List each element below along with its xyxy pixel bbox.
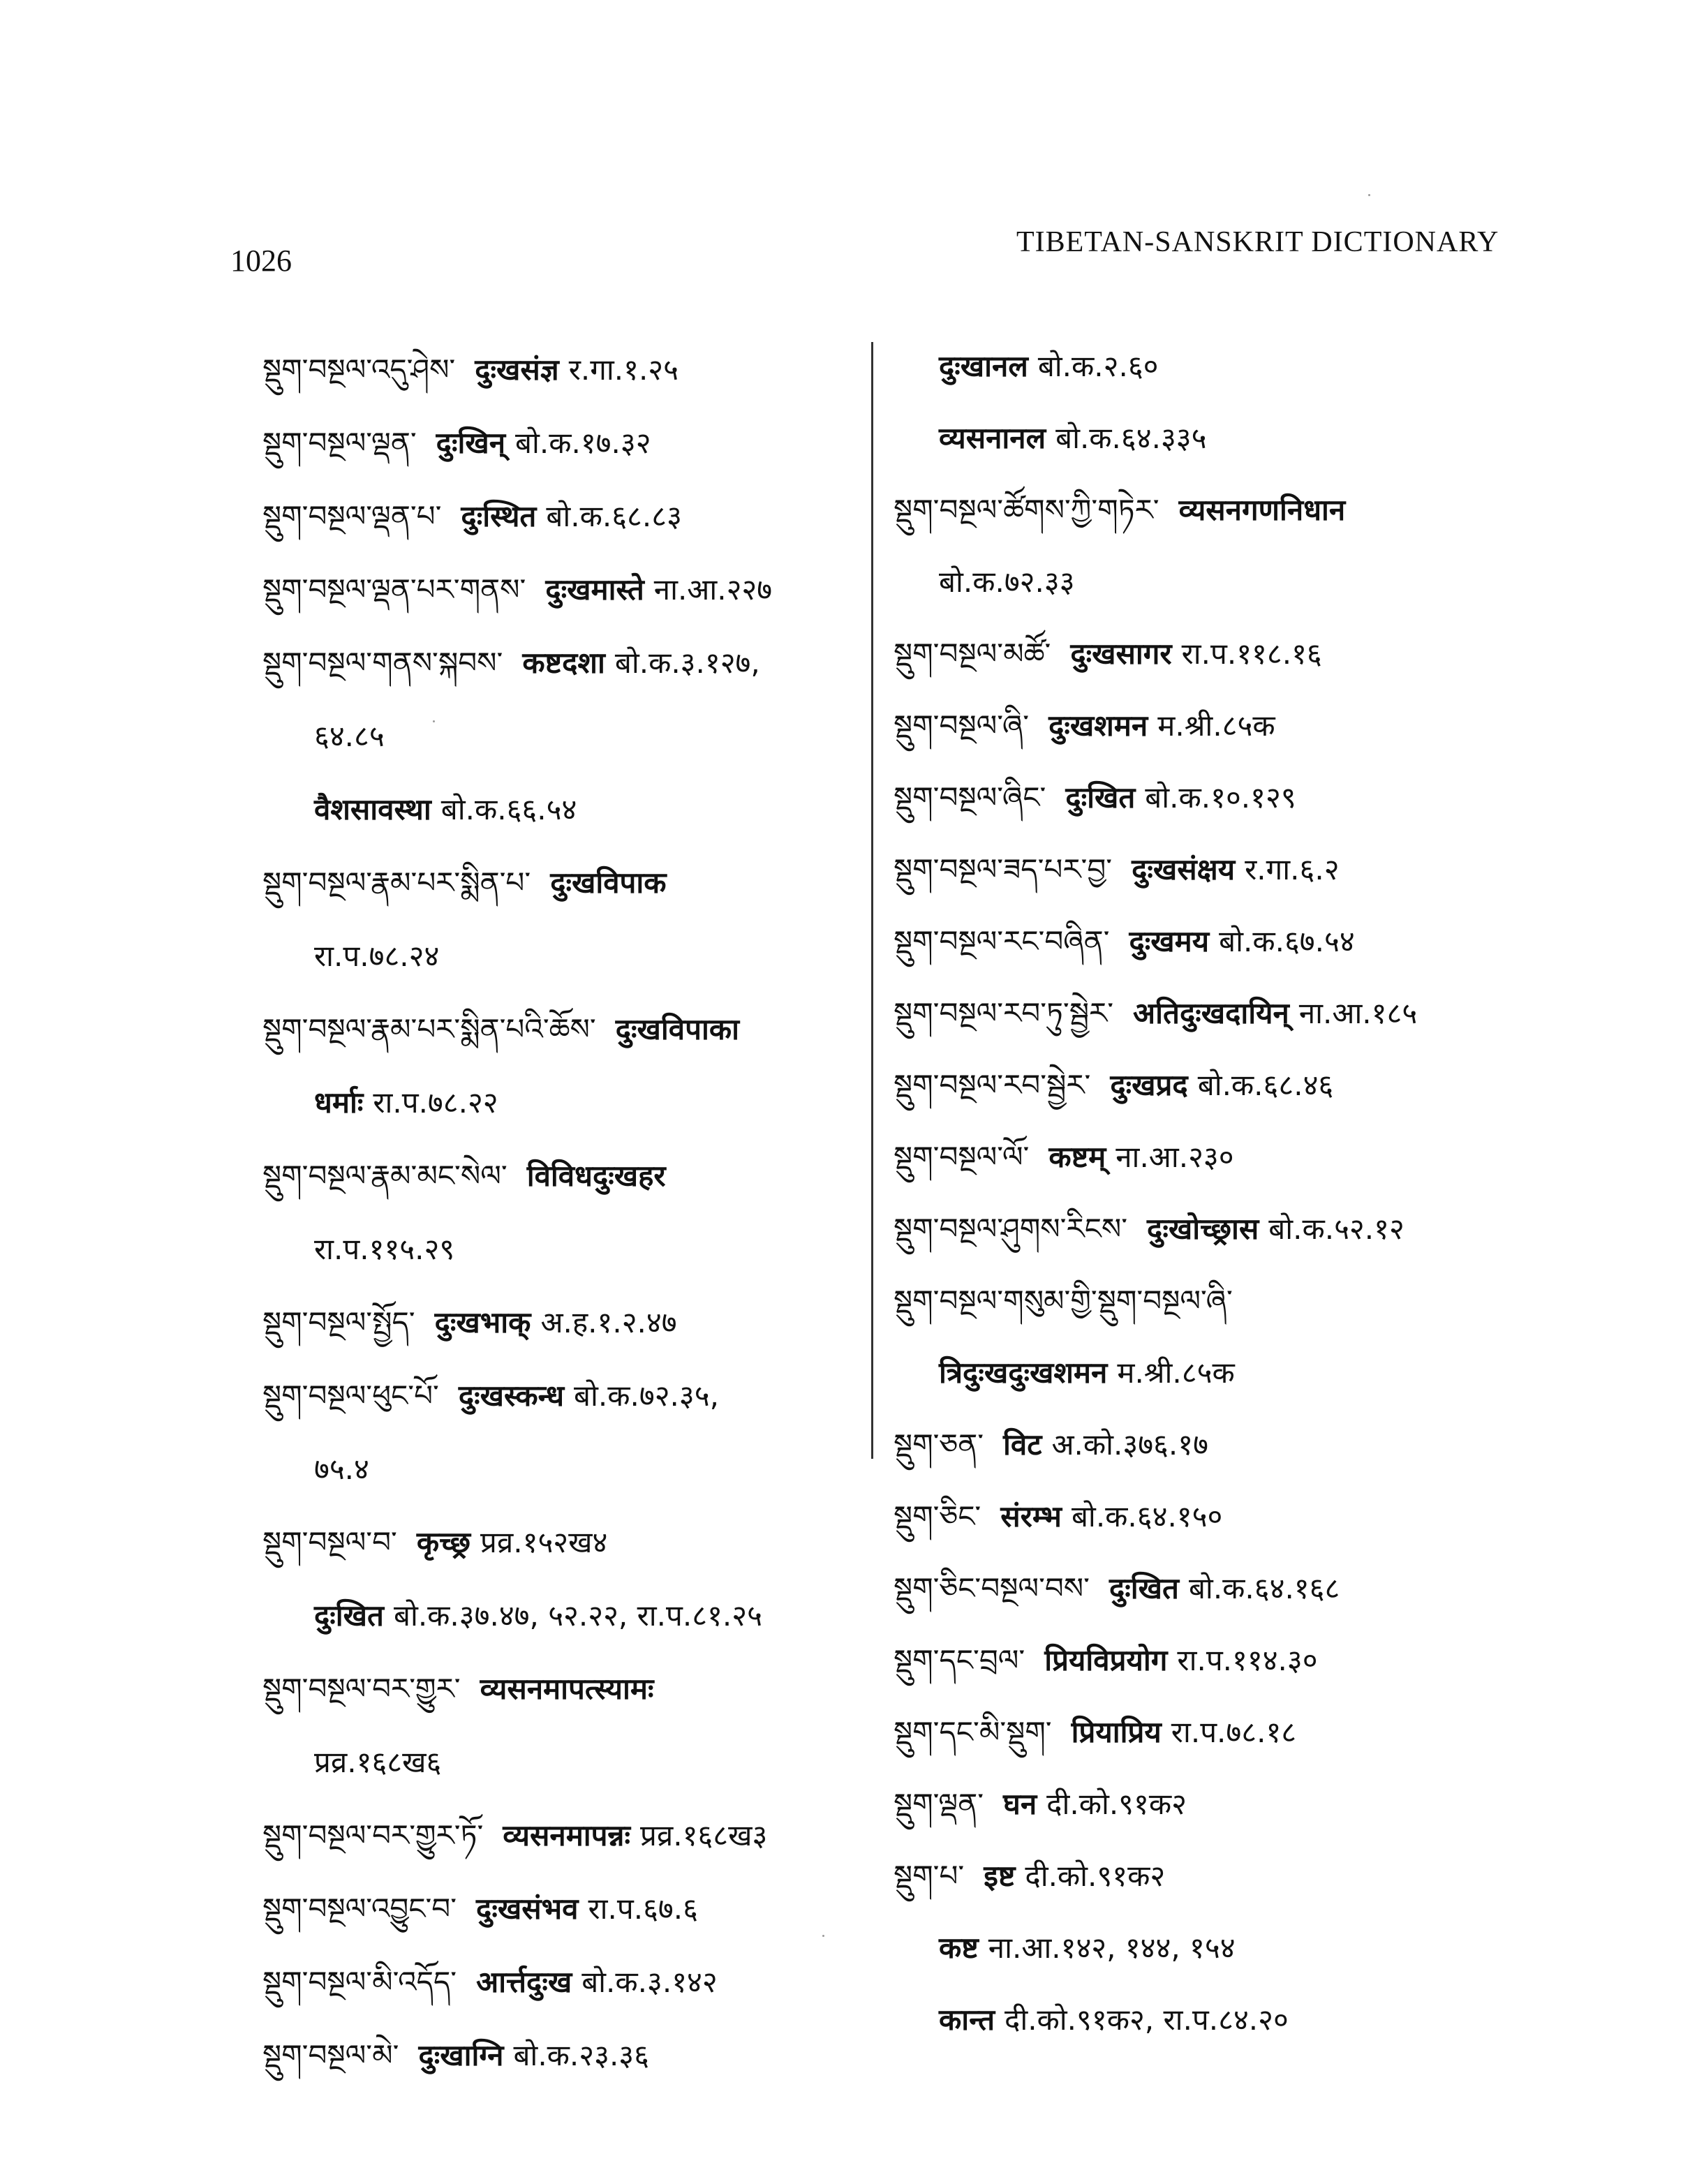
sanskrit-equivalent: कृच्छ्र [416,1525,471,1559]
sanskrit-equivalent: कष्ट [939,1931,979,1965]
source-reference: बो.क.६६.५४ [440,792,577,826]
source-reference: ना.आ.१८५ [1298,996,1418,1030]
source-reference: रा.प.११४.३० [1177,1643,1318,1677]
dictionary-line [314,935,439,977]
source-reference: रा.प.७८.१८ [1171,1715,1297,1749]
dictionary-line [894,1280,1252,1322]
source-reference: रा.प.६७.६ [588,1892,698,1926]
dictionary-line [894,993,1417,1034]
sanskrit-equivalent: दुःखिन् [436,426,506,460]
tibetan-headword: སྡུག་བསྔལ་ལྡན་ [262,426,417,460]
sanskrit-equivalent: विविधदुःखहर [526,1159,666,1193]
dictionary-line [894,849,1340,891]
tibetan-headword: སྡུག་ཅིང་བསྔལ་བས་ [894,1571,1090,1605]
tibetan-headword: སྡུག་བསྔལ་ལྡན་པ་ [262,499,442,533]
sanskrit-equivalent: दुःखित [1109,1571,1179,1605]
page-number: 1026 [230,244,292,278]
dictionary-line [939,417,1206,459]
tibetan-headword: སྡུག་བསྔལ་བར་གྱུར་ཏོ་ [262,1818,484,1852]
sanskrit-equivalent: दुःखोच्छ्रास [1147,1212,1259,1246]
sanskrit-equivalent: कष्टदशा [522,646,605,680]
tibetan-headword: སྡུག་བསྔལ་སྤྱོད་ [262,1305,415,1339]
tibetan-headword: སྡུག་བསྔལ་རྣམ་མང་སེལ་ [262,1159,507,1193]
sanskrit-equivalent: धर्माः [314,1085,364,1120]
dictionary-line [262,1888,698,1930]
sanskrit-equivalent: घन [1003,1787,1037,1821]
tibetan-headword: སྡུག་བསྔལ་ཤུགས་རིངས་ [894,1212,1128,1246]
dictionary-line [939,1352,1235,1394]
sanskrit-equivalent: व्यसनानल [939,421,1046,455]
tibetan-headword: སྡུག་བསྔལ་གསུམ་གྱི་སྡུག་བསྔལ་ཞི་ [894,1284,1233,1318]
dictionary-line [894,633,1322,675]
sanskrit-equivalent: इष्ट [984,1859,1016,1893]
dictionary-line [894,1783,1187,1825]
source-reference: बो.क.२३.३६ [513,2038,649,2072]
tibetan-headword: སྡུག་བསྔལ་འབྱུང་བ་ [262,1892,457,1926]
sanskrit-equivalent: दुःखसंक्षय [1132,852,1236,886]
sanskrit-equivalent: दुःखित [314,1598,384,1633]
tibetan-headword: སྡུག་བསྔལ་མེ་ [262,2038,399,2072]
dictionary-line [262,1522,607,1563]
sanskrit-equivalent: दुःखमास्ते [545,572,644,607]
source-reference: म.श्री.८५क [1157,708,1275,743]
dictionary-line [314,1741,441,1783]
dictionary-line [314,789,577,831]
tibetan-headword: སྡུག་ལྡན་ [894,1787,984,1821]
dictionary-line [939,346,1159,387]
dictionary-line [939,1999,1289,2041]
source-reference: म.श्री.८५क [1117,1355,1235,1390]
tibetan-headword: སྡུག་བསྔལ་འདུ་ཤེས་ [262,352,456,387]
source-reference: रा.प.११८.१६ [1181,637,1322,671]
sanskrit-equivalent: कष्टम् [1048,1140,1106,1174]
tibetan-headword: སྡུག་བསྔལ་ཕུང་པོ་ [262,1379,439,1413]
sanskrit-equivalent: कान्त [939,2003,995,2037]
source-reference: बो.क.१७.३२ [515,426,651,460]
sanskrit-equivalent: दुःस्थित [461,499,537,533]
tibetan-headword: སྡུག་བསྔལ་གནས་སྐབས་ [262,646,503,680]
dictionary-line [894,705,1275,747]
dictionary-line [894,1208,1404,1250]
tibetan-headword: སྡུག་དང་བྲལ་ [894,1643,1025,1677]
source-reference: र.गा.६.२ [1245,852,1340,886]
tibetan-headword: སྡུག་བསྔལ་བར་གྱུར་ [262,1672,461,1706]
tibetan-headword: སྡུག་བསྔལ་ལོ་ [894,1140,1030,1174]
tibetan-headword: སྡུག་ཅིང་ [894,1499,981,1533]
dictionary-line [894,921,1355,963]
source-reference: ना.आ.१४२, १४४, १५४ [988,1931,1236,1965]
scan-speck [822,1935,824,1937]
source-reference: बो.क.६४.१५० [1071,1499,1223,1533]
sanskrit-equivalent: प्रियाप्रिय [1071,1715,1162,1749]
source-reference: बो.क.७२.३५, [574,1379,719,1413]
dictionary-line [894,1568,1340,1610]
source-reference: प्रव्र.१६८ख६ [314,1745,442,1779]
tibetan-headword: སྡུག་བསྔལ་ཚོགས་ཀྱི་གཏེར་ [894,493,1159,527]
dictionary-line [262,2035,649,2077]
source-reference: ना.आ.२३० [1115,1140,1234,1174]
sanskrit-equivalent: त्रिदुःखदुःखशमन [939,1355,1108,1390]
sanskrit-equivalent: आर्त्तदुःख [476,1965,572,1999]
tibetan-headword: སྡུག་བསྔལ་མཚོ་ [894,637,1051,671]
source-reference: दी.को.९१क२ [1046,1787,1187,1821]
dictionary-line [894,1496,1222,1538]
dictionary-line [939,1927,1236,1969]
tibetan-headword: སྡུག་བསྔལ་རབ་ཏུ་སྦྱེར་ [894,996,1114,1030]
sanskrit-equivalent: व्यसनगणनिधान [1178,493,1346,527]
dictionary-line [314,715,385,757]
column-divider [871,342,873,1459]
tibetan-headword: སྡུག་བསྔལ་མི་འདོད་ [262,1965,457,1999]
source-reference: बो.क.६४.१६८ [1188,1571,1340,1605]
source-reference: बो.क.५२.१२ [1268,1212,1404,1246]
dictionary-line [262,1155,676,1197]
dictionary-line [894,1424,1208,1466]
source-reference: दी.को.९१क२ [1025,1859,1166,1893]
dictionary-line [894,1640,1318,1681]
dictionary-line [262,1815,767,1857]
source-reference: अ.को.३७६.१७ [1051,1427,1208,1462]
sanskrit-equivalent: विट [1003,1427,1042,1462]
sanskrit-equivalent: दुःखानल [939,349,1028,383]
dictionary-line [894,1855,1165,1897]
tibetan-headword: སྡུག་བསྔལ་རྣམ་པར་སྨིན་པའི་ཆོས་ [262,1012,596,1046]
dictionary-line [314,1595,762,1637]
source-reference: बो.क.२.६० [1037,349,1159,383]
tibetan-headword: སྡུག་ཅན་ [894,1427,984,1462]
sanskrit-equivalent: दुःखसागर [1070,637,1172,671]
source-reference: ६४.८५ [314,719,385,753]
sanskrit-equivalent: दुःखसंभव [476,1892,579,1926]
source-reference: र.गा.१.२५ [568,352,679,387]
dictionary-line [939,561,1075,603]
sanskrit-equivalent: दुःखविपाक [550,866,667,900]
source-reference: बो.क.६४.३३५ [1055,421,1207,455]
tibetan-headword: སྡུག་བསྔལ་རང་བཞིན་ [894,924,1110,958]
dictionary-line [894,489,1355,531]
source-reference: ना.आ.२२७ [653,572,773,607]
sanskrit-equivalent: प्रियविप्रयोग [1044,1643,1168,1677]
sanskrit-equivalent: व्यसनमापत्स्यामः [480,1672,654,1706]
dictionary-line [894,1711,1296,1753]
dictionary-line [262,569,772,611]
source-reference: बो.क.६८.४६ [1197,1068,1334,1102]
dictionary-line [894,1064,1333,1106]
dictionary-line [262,1668,664,1710]
source-reference: अ.ह.१.२.४७ [540,1305,677,1339]
source-reference: बो.क.७२.३३ [939,565,1075,599]
dictionary-line [894,777,1296,819]
source-reference: रा.प.७८.२४ [314,939,440,973]
sanskrit-equivalent: वैशसावस्था [314,792,431,826]
sanskrit-equivalent: दुःखविपाका [615,1012,739,1046]
sanskrit-equivalent: अतिदुःखदायिन् [1133,996,1289,1030]
dictionary-line [314,1082,498,1124]
sanskrit-equivalent: दुःखप्रद [1110,1068,1188,1102]
tibetan-headword: སྡུག་པ་ [894,1859,965,1893]
sanskrit-equivalent: दुःखभाक् [434,1305,531,1339]
source-reference: प्रव्र.१५२ख४ [480,1525,608,1559]
sanskrit-equivalent: व्यसनमापन्नः [503,1818,630,1852]
dictionary-line [262,1961,718,2003]
source-reference: रा.प.७८.२२ [373,1085,498,1120]
dictionary-line [262,1302,677,1344]
tibetan-headword: སྡུག་བསྔལ་རབ་སྦྱེར་ [894,1068,1091,1102]
tibetan-headword: སྡུག་བསྔལ་ལྡན་པར་གནས་ [262,572,526,607]
sanskrit-equivalent: दुःखित [1065,780,1136,815]
dictionary-line [262,349,679,391]
tibetan-headword: སྡུག་བསྔལ་རྣམ་པར་སྨིན་པ་ [262,866,531,900]
source-reference: बो.क.६७.५४ [1219,924,1355,958]
tibetan-headword: སྡུག་བསྔལ་ཟད་པར་བྱ་ [894,852,1113,886]
dictionary-line [262,496,682,537]
sanskrit-equivalent: दुःखशमन [1048,708,1148,743]
tibetan-headword: སྡུག་བསྔལ་ཞི་ [894,708,1030,743]
source-reference: बो.क.३७.४७, ५२.२२, रा.प.८१.२५ [393,1598,762,1633]
scan-speck [1368,194,1370,196]
dictionary-line [262,1375,719,1417]
source-reference: बो.क.३.१४२ [581,1965,718,1999]
tibetan-headword: སྡུག་བསྔལ་ཞིང་ [894,780,1046,815]
dictionary-line [262,1009,749,1050]
tibetan-headword: སྡུག་དང་མི་སྡུག་ [894,1715,1052,1749]
dictionary-line [262,422,651,464]
sanskrit-equivalent: दुःखाग्नि [418,2038,504,2072]
source-reference: ७५.४ [314,1452,369,1486]
dictionary-line [314,1448,369,1490]
source-reference: बो.क.१०.१२९ [1145,780,1296,815]
source-reference: रा.प.११५.२९ [314,1232,455,1266]
source-reference: बो.क.६८.८३ [546,499,682,533]
tibetan-headword: སྡུག་བསྔལ་བ་ [262,1525,397,1559]
sanskrit-equivalent: दुःखस्कन्ध [458,1379,565,1413]
dictionary-line [262,862,676,904]
sanskrit-equivalent: दुःखसंज्ञ [475,352,559,387]
sanskrit-equivalent: दुःखमय [1129,924,1210,958]
dictionary-line [894,1136,1234,1178]
scan-speck [433,720,435,722]
dictionary-line [262,642,760,684]
running-head: TIBETAN-SANSKRIT DICTIONARY [1016,226,1499,258]
source-reference: प्रव्र.१६८ख३ [639,1818,768,1852]
source-reference: दी.को.९१क२, रा.प.८४.२० [1005,2003,1289,2037]
sanskrit-equivalent: संरम्भ [1000,1499,1062,1533]
source-reference: बो.क.३.१२७, [614,646,760,680]
dictionary-line [314,1228,454,1270]
